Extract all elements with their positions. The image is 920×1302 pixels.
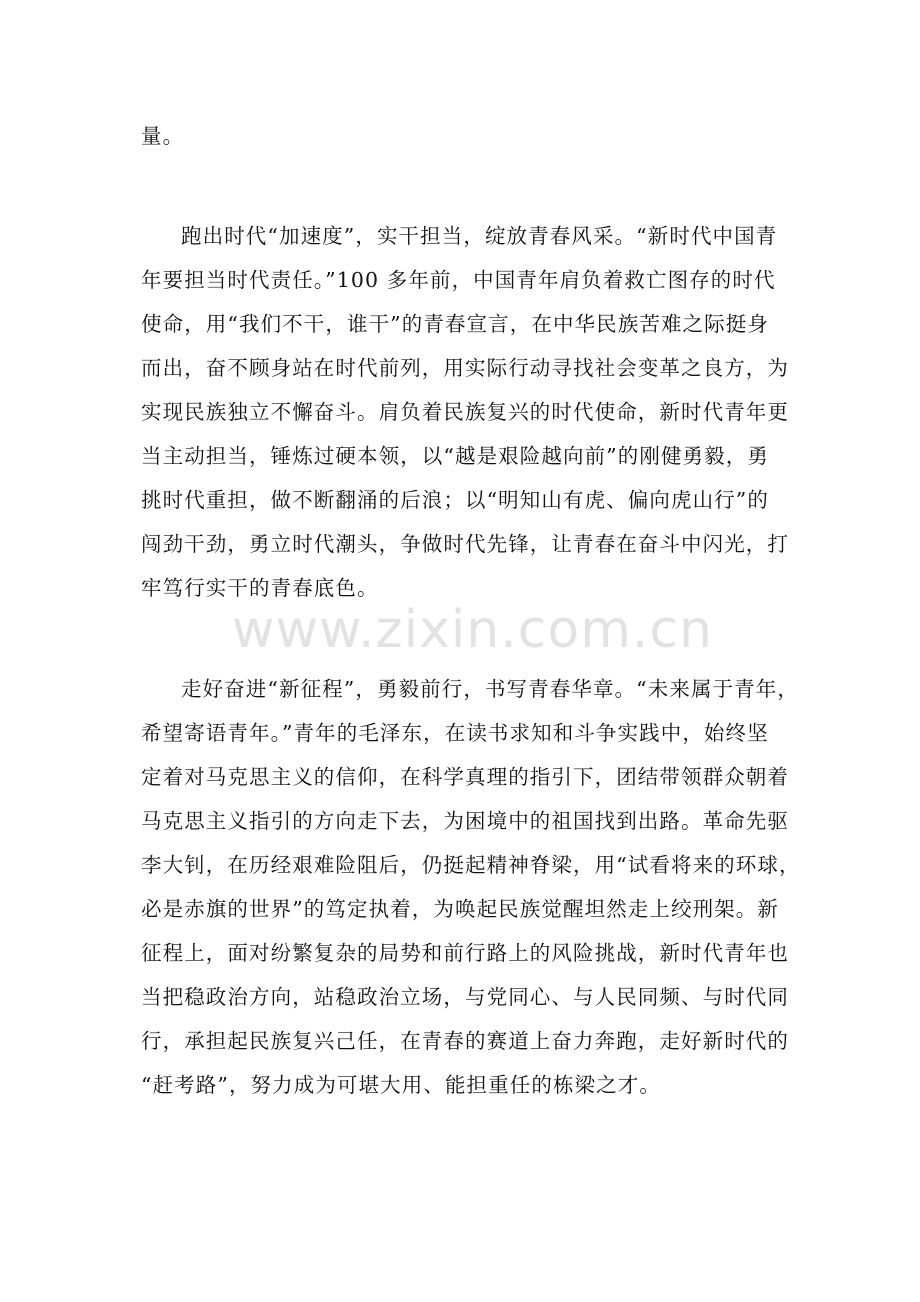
paragraph-line: 当主动担当，锤炼过硬本领，以“越是艰险越向前”的刚健勇毅，勇	[141, 444, 769, 468]
paragraph-line: 定着对马克思主义的信仰，在科学真理的指引下，团结带领群众朝着	[141, 765, 789, 789]
paragraph-line: “赶考路”，努力成为可堪大用、能担重任的栋梁之才。	[141, 1073, 661, 1097]
paragraph-line: 希望寄语青年。”青年的毛泽东，在读书求知和斗争实践中，始终坚	[141, 721, 769, 745]
paragraph-line: 必是赤旗的世界”的笃定执着，为唤起民族觉醒坦然走上绞刑架。新	[141, 897, 779, 921]
paragraph-line: 走好奋进“新征程”，勇毅前行，书写青春华章。“未来属于青年，	[181, 677, 799, 701]
paragraph-line: 而出，奋不顾身站在时代前列，用实际行动寻找社会变革之良方，为	[141, 356, 789, 380]
paragraph-line: 年要担当时代责任。”100 多年前，中国青年肩负着救亡图存的时代	[141, 268, 776, 292]
paragraph-line: 李大钊，在历经艰难险阻后，仍挺起精神脊梁，用“试看将来的环球，	[141, 853, 801, 877]
paragraph-line: 实现民族独立不懈奋斗。肩负着民族复兴的时代使命，新时代青年更	[141, 400, 789, 424]
paragraph-line: 行，承担起民族复兴己任，在青春的赛道上奋力奔跑，走好新时代的	[141, 1029, 789, 1053]
continuation-line: 量。	[141, 124, 185, 148]
paragraph-line: 当把稳政治方向，站稳政治立场，与党同心、与人民同频、与时代同	[141, 985, 789, 1009]
paragraph-line: 使命，用“我们不干，谁干”的青春宣言，在中华民族苦难之际挺身	[141, 312, 769, 336]
paragraph-line: 跑出时代“加速度”，实干担当，绽放青春风采。“新时代中国青	[181, 224, 778, 248]
paragraph-line: 征程上，面对纷繁复杂的局势和前行路上的风险挑战，新时代青年也	[141, 941, 789, 965]
watermark: www.zixin.com.cn	[232, 600, 713, 660]
paragraph-line: 马克思主义指引的方向走下去，为困境中的祖国找到出路。革命先驱	[141, 809, 789, 833]
paragraph-line: 牢笃行实干的青春底色。	[141, 576, 379, 600]
paragraph-line: 闯劲干劲，勇立时代潮头，争做时代先锋，让青春在奋斗中闪光，打	[141, 532, 789, 556]
paragraph-line: 挑时代重担，做不断翻涌的后浪；以“明知山有虎、偏向虎山行”的	[141, 488, 769, 512]
